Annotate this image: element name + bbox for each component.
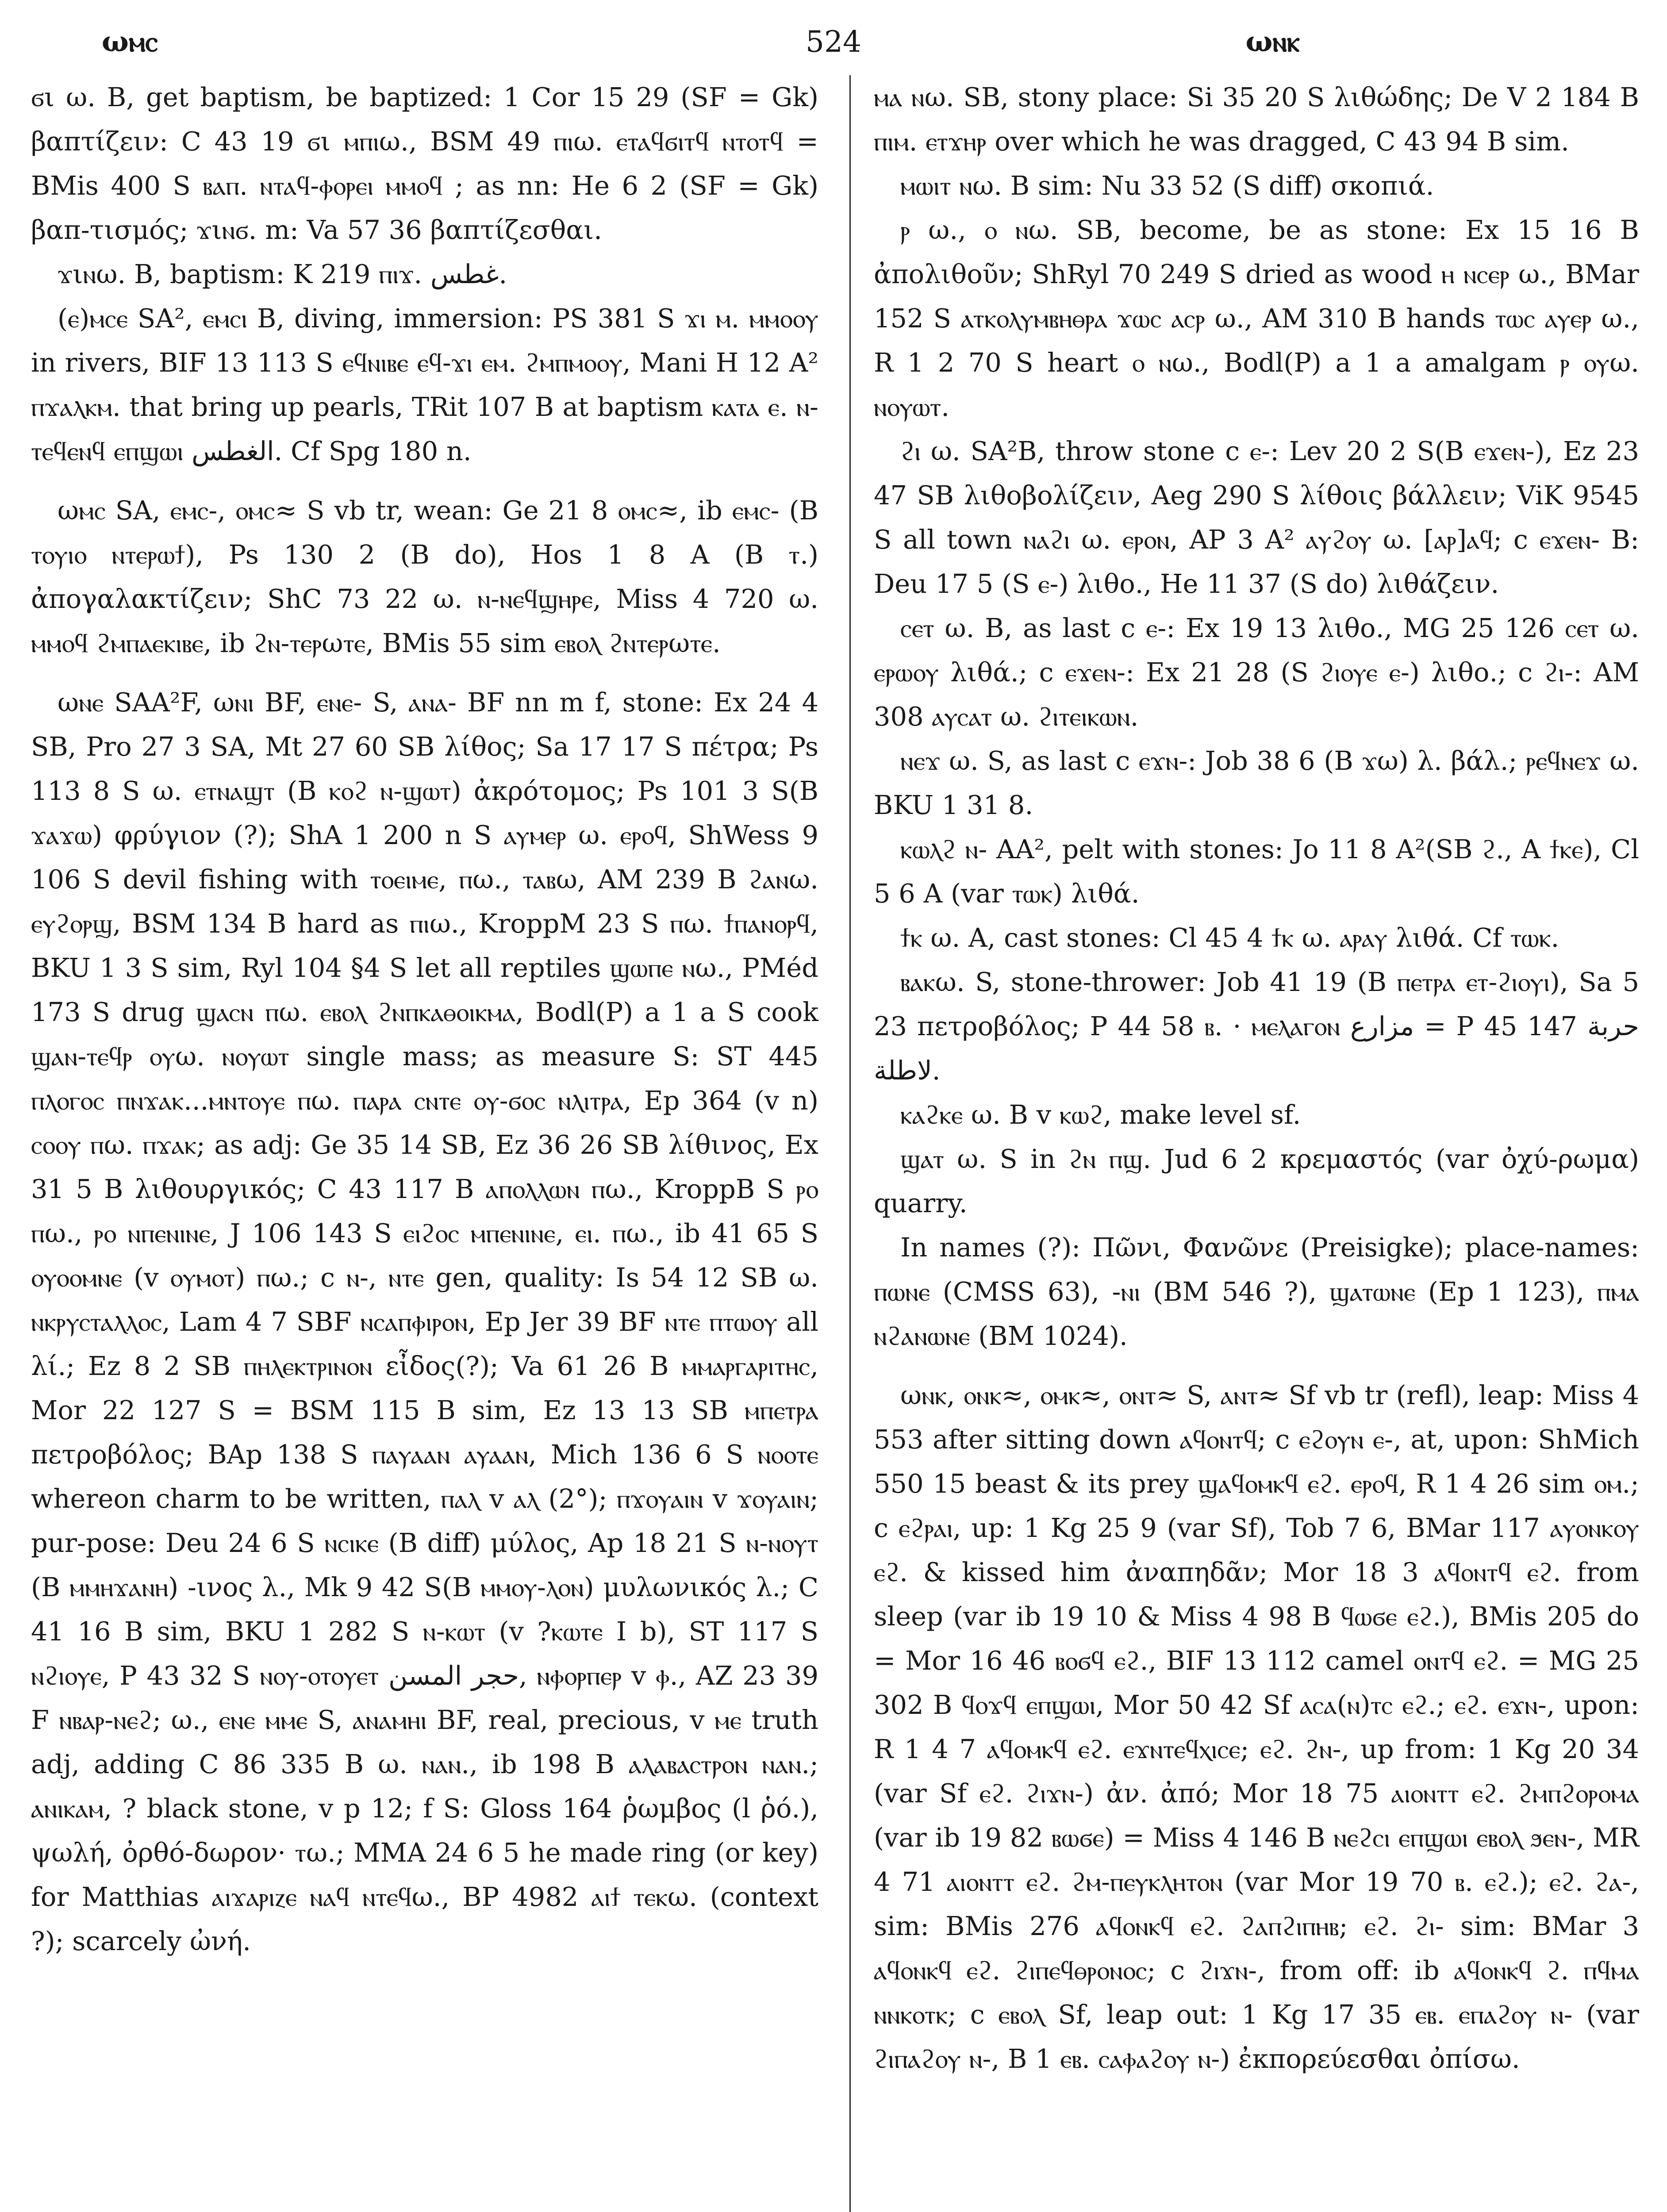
- entry-gap: [31, 473, 818, 488]
- right-column: [874, 75, 1639, 2081]
- column-divider: [849, 75, 851, 2212]
- dictionary-entry: In names (?): Πῶνι, Φανῶνε (Preisigke); place-names: ⲡⲱⲛⲉ (CMSS 63), -ⲛⲓ (BM 546 ?), ϣⲁⲧⲱⲛⲉ (Ep 1 123), ⲡⲙⲁ ⲛϩⲁⲛⲱⲛⲉ (BM 1024).: [874, 1232, 1639, 1351]
- dictionary-entry: ϫιⲛω. B, baptism: K 219 ⲡⲓϫ. ﻏﻄﺲ.: [58, 259, 507, 289]
- dictionary-entry: ⲥⲉⲧ ω. B, as last c ⲉ-: Ex 19 13 λιθο., MG 25 126 ⲥⲉⲧ ω. ⲉⲣⲱⲟⲩ λιθά.; c ⲉϫⲉⲛ-: Ex 21 28 (S ϩⲓⲟⲩⲉ ⲉ-) λιθο.; c ϩⲓ-: AM 308 ⲁⲩⲥⲁⲧ ω. ϩⲓⲧⲉⲓⲕⲱⲛ.: [874, 613, 1639, 732]
- dictionary-entry: ⲕⲁϩⲕⲉ ω. B v ⲕⲱϩ, make level sf.: [900, 1099, 1301, 1130]
- dictionary-entry: ⲛⲉϫ ω. S, as last c ⲉϫⲛ-: Job 38 6 (B ϫω) λ. βάλ.; ⲣⲉϥⲛⲉϫ ω. BKU 1 31 8.: [874, 745, 1639, 820]
- page-number: 524: [806, 25, 861, 59]
- dictionary-entry: ⲃⲁⲕω. S, stone-thrower: Job 41 19 (B ⲡⲉⲧⲣⲁ ⲉⲧ-ϩⲓⲟⲩⲓ), Sa 5 23 πετροβόλος; P 44 58 ⲃ. · ⲙⲉⲗⲁⲅⲟⲛ ﻣﺰﺍﺭﻉ = P 45 147 ﺣﺮﺑﺔ ﻻﻃﻠﺔ.: [874, 967, 1640, 1086]
- left-column: [31, 75, 818, 1963]
- dictionary-entry: ωⲙⲥ SA, ⲉⲙⲥ-, ⲟⲙⲥ≈ S vb tr, wean: Ge 21 8 ⲟⲙⲥ≈, ib ⲉⲙⲥ- (B ⲧⲟⲩⲓⲟ ⲛⲧⲉⲣⲱϯ), Ps 130 2 (B do), Hos 1 8 A (B ⲧ.) ἀπογαλακτίζειν; ShC 73 22 ω. ⲛ-ⲛⲉϥϣⲏⲣⲉ, Miss 4 720 ω. ⲙⲙⲟϥ ϩⲙⲡⲁⲉⲕⲓⲃⲉ, ib ϩⲛ-ⲧⲉⲣωⲧⲉ, BMis 55 sim ⲉⲃⲟⲗ ϩⲛⲧⲉⲣωⲧⲉ.: [31, 495, 818, 658]
- dictionary-entry: (ⲉ)ⲙⲥⲉ SA², ⲉⲙⲥⲓ B, diving, immersion: PS 381 S ϫⲓ ⲙ. ⲙⲙⲟⲟⲩ in rivers, BIF 13 113 S ⲉϥⲛⲓⲃⲉ ⲉϥ-ϫⲓ ⲉⲙ. ϩⲙⲡⲙⲟⲟⲩ, Mani H 12 A² ⲡϫⲁⲗⲕⲙ. that bring up pearls, TRit 107 B at baptism ⲕⲁⲧⲁ ⲉ. ⲛ-ⲧⲉϥⲉⲛϥ ⲉⲡϣⲱⲓ ﺍﻟﻐﻄﺲ. Cf Spg 180 n.: [31, 303, 818, 466]
- dictionary-entry: ωⲛⲉ SAA²F, ωⲛⲓ BF, ⲉⲛⲉ- S, ⲁⲛⲁ- BF nn m f, stone: Ex 24 4 SB, Pro 27 3 SA, Mt 27 60 SB λίθος; Sa 17 17 S πέτρα; Ps 113 8 S ω. ⲉⲧⲛⲁϣⲧ (B ⲕⲟϩ ⲛ-ϣⲱⲧ) ἀκρότομος; Ps 101 3 S(B ϫⲁϫⲱ) φρύγιον (?); ShA 1 200 n S ⲁⲩⲙⲉⲣ ω. ⲉⲣⲟϥ, ShWess 9 106 S devil fishing with ⲧⲟⲉⲓⲙⲉ, ⲡω., ⲧⲁⲃω, AM 239 B ϩⲁⲛω. ⲉⲩϩⲟⲣϣ, BSM 134 B hard as ⲡⲓω., KroppM 23 S ⲡω. ϯⲡⲁⲛⲟⲣϥ, BKU 1 3 S sim, Ryl 104 §4 S let all reptiles ϣⲱⲡⲉ ⲛω., PMéd 173 S drug ϣⲁⲥⲛ ⲡω. ⲉⲃⲟⲗ ϩⲛⲡⲕⲁⲑⲟⲓⲕⲙⲁ, Bodl(P) a 1 a S cook ϣⲁⲛ-ⲧⲉϥⲣ ⲟⲩω. ⲛⲟⲩⲱⲧ single mass; as measure S: ST 445 ⲡⲗⲟⲅⲟⲥ ⲡⲛϫⲁⲕ...ⲙⲛⲧⲟⲩⲉ ⲡω. ⲡⲁⲣⲁ ⲥⲛⲧⲉ ⲟⲩ-ϭⲟⲥ ⲛⲗⲓⲧⲣⲁ, Ep 364 (v n) ⲥⲟⲟⲩ ⲡω. ⲡϫⲁⲕ; as adj: Ge 35 14 SB, Ez 36 26 SB λίθινος, Ex 31 5 B λιθουργικός; C 43 117 B ⲁⲡⲟⲗⲗⲱⲛ ⲡω., KroppB S ⲣⲟ ⲡω., ⲣⲟ ⲛⲡⲉⲛⲓⲛⲉ, J 106 143 S ⲉⲓϩⲟⲥ ⲙⲡⲉⲛⲓⲛⲉ, ⲉⲓ. ⲡω., ib 41 65 S ⲟⲩⲟⲟⲙⲛⲉ (v ⲟⲩⲙⲟⲧ) ⲡω.; c ⲛ-, ⲛⲧⲉ gen, quality: Is 54 12 SB ω. ⲛⲕⲣⲩⲥⲧⲁⲗⲗⲟⲥ, Lam 4 7 SBF ⲛⲥⲁⲡⲫⲓⲣⲟⲛ, Ep Jer 39 BF ⲛⲧⲉ ⲡⲧⲱⲟⲩ all λί.; Ez 8 2 SB ⲡⲏⲗⲉⲕⲧⲣⲓⲛⲟⲛ εἶδος(?); Va 61 26 B ⲙⲙⲁⲣⲅⲁⲣⲓⲧⲏⲥ, Mor 22 127 S = BSM 115 B sim, Ez 13 13 SB ⲙⲡⲉⲧⲣⲁ πετροβόλος; BAp 138 S ⲡⲁⲩⲁⲁⲛ ⲁⲩⲁⲁⲛ, Mich 136 6 S ⲛⲟⲟⲧⲉ whereon charm to be written, ⲡⲁⲗ v ⲁⲗ (2°); ⲡϫⲟⲩⲁⲓⲛ v ϫⲟⲩⲁⲓⲛ; pur-pose: Deu 24 6 S ⲛⲥⲓⲕⲉ (B diff) μύλος, Ap 18 21 S ⲛ-ⲛⲟⲩⲧ (B ⲙⲙⲏϫⲁⲛⲏ) -ινος λ., Mk 9 42 S(B ⲙⲙⲟⲩ-ⲗⲟⲛ) μυλωνικός λ.; C 41 16 B sim, BKU 1 282 S ⲛ-ⲕⲱⲧ (v ?ⲕⲱⲧⲉ I b), ST 117 S ⲛϩⲓⲟⲩⲉ, P 43 32 S ⲛⲟⲩ-ⲟⲧⲟⲩⲉⲧ ﺣﺠﺮ ﺍﻟﻤﺴﻦ, ⲛⲫⲟⲣⲡⲉⲣ v ⲫ., AZ 23 39 F ⲛⲃⲁⲣ-ⲛⲉϩ; ω., ⲉⲛⲉ ⲙⲙⲉ S, ⲁⲛⲁⲙⲏⲓ BF, real, precious, v ⲙⲉ truth adj, adding C 86 335 B ω. ⲛⲁⲛ., ib 198 B ⲁⲗⲁⲃⲁⲥⲧⲣⲟⲛ ⲛⲁⲛ.; ⲁⲛⲓⲕⲁⲙ, ? black stone, v p 12; f S: Gloss 164 ῥωμβος (l ῥό.), ψωλή, ὀρθό-δωρον· ⲧω.; MMA 24 6 5 he made ring (or key) for Matthias ⲁⲓϫⲁⲣⲓⲍⲉ ⲛⲁϥ ⲛⲧⲉϥω., BP 4982 ⲁⲓϯ ⲧⲉⲕω. (context ?); scarcely ὠνή.: [31, 687, 819, 1956]
- page-header: [66, 18, 1601, 66]
- dictionary-entry: ϣⲁⲧ ω. S in ϩⲛ ⲡϣ. Jud 6 2 κρεμαστός (var ὀχύ-ρωμα) quarry.: [874, 1144, 1639, 1218]
- dictionary-entry: ϯⲕ ω. A, cast stones: Cl 45 4 ϯⲕ ω. ⲁⲣⲁⲩ λιθά. Cf ⲧⲱⲕ.: [900, 922, 1559, 953]
- dictionary-entry: ϩⲓ ω. SA²B, throw stone c ⲉ-: Lev 20 2 S(B ⲉϫⲉⲛ-), Ez 23 47 SB λιθοβολίζειν, Aeg 290 S λίθοις βάλλειν; ViK 9545 S all town ⲛⲁϩⲓ ω. ⲉⲣⲟⲛ, AP 3 A² ⲁⲩϩⲟⲩ ω. [ⲁⲣ]ⲁϥ; c ⲉϫⲉⲛ- B: Deu 17 5 (S ⲉ-) λιθο., He 11 37 (S do) λιθάζειν.: [874, 436, 1639, 599]
- dictionary-entry: ⲙⲁ ⲛω. SB, stony place: Si 35 20 S λιθώδης; De V 2 184 B ⲡⲓⲙ. ⲉⲧϫⲏⲣ over which he was dragged, C 43 94 B sim.: [874, 82, 1639, 157]
- entry-gap: [31, 665, 818, 680]
- header-right-word: ωⲛⲕ: [1245, 25, 1300, 58]
- entry-gap: [874, 1358, 1639, 1373]
- dictionary-entry: ωⲛⲕ, ⲟⲛⲕ≈, ⲟⲙⲕ≈, ⲟⲛⲧ≈ S, ⲁⲛⲧ≈ Sf vb tr (refl), leap: Miss 4 553 after sitting down ⲁϥⲟⲛⲧϥ; c ⲉϩⲟⲩⲛ ⲉ-, at, upon: ShMich 550 15 beast & its prey ϣⲁϥⲟⲙⲕϥ ⲉϩ. ⲉⲣⲟϥ, R 1 4 26 sim ⲟⲙ.; c ⲉϩⲣⲁⲓ, up: 1 Kg 25 9 (var Sf), Tob 7 6, BMar 117 ⲁⲩⲟⲛⲕⲟⲩ ⲉϩ. & kissed him ἀναπηδᾶν; Mor 18 3 ⲁϥⲟⲛⲧϥ ⲉϩ. from sleep (var ib 19 10 & Miss 4 98 B ϥⲱϭⲉ ⲉϩ.), BMis 205 do = Mor 16 46 ⲃⲟϭϥ ⲉϩ., BIF 13 112 camel ⲟⲛⲧϥ ⲉϩ. = MG 25 302 B ϥⲟϫϥ ⲉⲡϣⲱⲓ, Mor 50 42 Sf ⲁⲥⲁ(ⲛ)ⲧⲥ ⲉϩ.; ⲉϩ. ⲉϫⲛ-, upon: R 1 4 7 ⲁϥⲟⲙⲕϥ ⲉϩ. ⲉϫⲛⲧⲉϥⲭⲓⲥⲉ; ⲉϩ. ϩⲛ-, up from: 1 Kg 20 34 (var Sf ⲉϩ. ϩⲓϫⲛ-) ἀν. ἀπό; Mor 18 75 ⲁⲓⲟⲛⲧⲧ ⲉϩ. ϩⲙⲡϩⲟⲣⲟⲙⲁ (var ib 19 82 ⲃⲱϭⲉ) = Miss 4 146 B ⲛⲉϩⲥⲓ ⲉⲡϣⲱⲓ ⲉⲃⲟⲗ ϧⲉⲛ-, MR 4 71 ⲁⲓⲟⲛⲧⲧ ⲉϩ. ϩⲙ-ⲡⲉⲩⲕⲗⲏⲧⲟⲛ (var Mor 19 70 ⲃ. ⲉϩ.); ⲉϩ. ϩⲁ-, sim: BMis 276 ⲁϥⲟⲛⲕϥ ⲉϩ. ϩⲁⲡϩⲓⲡⲏⲃ; ⲉϩ. ϩⲓ- sim: BMar 3 ⲁϥⲟⲛⲕϥ ⲉϩ. ϩⲓⲡⲉϥⲑⲣⲟⲛⲟⲥ; c ϩⲓϫⲛ-, from off: ib ⲁϥⲟⲛⲕϥ ϩ. ⲡϥⲙⲁ ⲛⲛⲕⲟⲧⲕ; c ⲉⲃⲟⲗ Sf, leap out: 1 Kg 17 35 ⲉⲃ. ⲉⲡⲁϩⲟⲩ ⲛ- (var ϩⲓⲡⲁϩⲟⲩ ⲛ-, B 1 ⲉⲃ. ⲥⲁⲫⲁϩⲟⲩ ⲛ-) ἐκπορεύεσθαι ὀπίσω.: [874, 1380, 1639, 2074]
- dictionary-entry: ⲣ ω., ⲟ ⲛω. SB, become, be as stone: Ex 15 16 B ἀπολιθοῦν; ShRyl 70 249 S dried as wood ⲏ ⲛⲥⲉⲣ ω., BMar 152 S ⲁⲧⲕⲟⲗⲩⲙⲃⲏⲑⲣⲁ ϫⲱⲥ ⲁⲥⲣ ω., AM 310 B hands ⲧⲱⲥ ⲁⲩⲉⲣ ω., R 1 2 70 S heart ⲟ ⲛω., Bodl(P) a 1 a amalgam ⲣ ⲟⲩω. ⲛⲟⲩⲱⲧ.: [874, 215, 1639, 422]
- dictionary-entry: ⲙⲱⲓⲧ ⲛω. B sim: Nu 33 52 (S diff) σκοπιά.: [900, 170, 1434, 201]
- dictionary-entry: ⲕⲱⲗϩ ⲛ- AA², pelt with stones: Jo 11 8 A²(SB ϩ., A ϯⲕⲉ), Cl 5 6 A (var ⲧⲱⲕ) λιθά.: [874, 834, 1639, 909]
- header-left-word: ωⲙⲥ: [102, 25, 158, 58]
- dictionary-entry: ϭι ω. B, get baptism, be baptized: 1 Cor 15 29 (SF = Gk) βαπτίζειν: C 43 19 ϭι ⲙⲡⲓω., BSM 49 ⲡⲓω. ⲉⲧⲁϥϭⲓⲧϥ ⲛⲧⲟⲧϥ = BMis 400 S ⲃⲁⲡ. ⲛⲧⲁϥ-ⲫⲟⲣⲉⲓ ⲙⲙⲟϥ ; as nn: He 6 2 (SF = Gk) βαπ-τισμός; ϫιⲛϭ. m: Va 57 36 βαπτίζεσθαι.: [31, 82, 818, 245]
